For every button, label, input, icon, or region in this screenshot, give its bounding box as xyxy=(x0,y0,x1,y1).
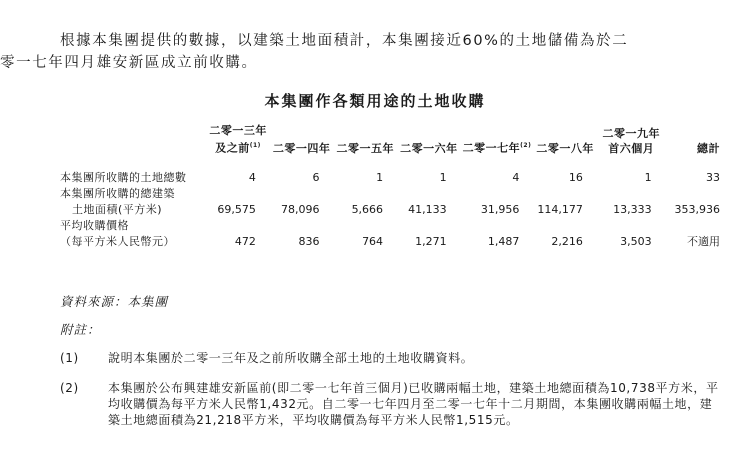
cell: 69,575 xyxy=(217,202,256,216)
row-label-cont: 土地面積(平方米) xyxy=(72,202,163,216)
cell: 1 xyxy=(376,170,384,184)
cell: 13,333 xyxy=(613,202,652,216)
header-2015: 二零一五年 xyxy=(336,141,395,155)
cell: 1,271 xyxy=(415,234,447,248)
header-blank xyxy=(60,123,206,170)
cell: 5,666 xyxy=(351,202,384,216)
cell: 472 xyxy=(234,234,256,248)
table-row-label-line xyxy=(60,186,720,202)
header-2013-and-before: 二零一三年 及之前$^{(1)}$ xyxy=(209,124,267,155)
intro-line-1: 根據本集團提供的數據，以建築土地面積計，本集團接近60%的土地儲備為於二 xyxy=(60,33,629,49)
land-acquisition-table xyxy=(60,123,720,250)
table-row xyxy=(60,234,720,250)
row-label: 本集團所收購的土地總數 xyxy=(60,170,187,184)
cell: 1 xyxy=(439,170,447,184)
cell: 31,956 xyxy=(480,202,520,216)
cell-total: 不適用 xyxy=(687,234,720,248)
cell: 6 xyxy=(312,170,320,184)
note-number: (2) xyxy=(60,381,79,395)
cell: 114,177 xyxy=(537,202,583,216)
header-total: 總計 xyxy=(697,141,720,155)
cell: 2,216 xyxy=(551,234,583,248)
note-2 xyxy=(60,380,720,428)
cell: 41,133 xyxy=(408,202,447,216)
note-text: 本集團於公布興建雄安新區前(即二零一七年首三個月)已收購兩幅土地，建築土地總面積為10,738平方米，平均收購價為每平方米人民幣1,432元。自二零一七年四月至二零一七年十二月期間，本集團收購兩幅土地，建築土地總面積為21,218平方米，平均收購價為每平方米人民幣1,515元。 xyxy=(108,381,719,427)
cell: 3,503 xyxy=(620,234,652,248)
row-label: 本集團所收購的總建築 xyxy=(60,186,175,200)
note-number: (1) xyxy=(60,351,79,365)
cell: 4 xyxy=(248,170,256,184)
header-2017: 二零一七年$^{(2)}$ xyxy=(462,141,532,155)
notes-heading: 附註： xyxy=(60,322,101,337)
table-header-row xyxy=(60,123,720,170)
cell: 764 xyxy=(362,234,384,248)
table-row xyxy=(60,202,720,218)
cell-total: 33 xyxy=(706,170,720,184)
header-2018: 二零一八年 xyxy=(536,141,594,155)
cell: 16 xyxy=(568,170,583,184)
cell: 836 xyxy=(298,234,320,248)
intro-line-2: 零一七年四月雄安新區成立前收購。 xyxy=(0,55,258,71)
cell: 4 xyxy=(512,170,520,184)
table-row-label-line xyxy=(60,218,720,234)
table-title: 本集團作各類用途的土地收購 xyxy=(264,92,486,110)
source-line: 資料來源：本集團 xyxy=(60,294,169,309)
note-1 xyxy=(60,350,720,366)
table-row xyxy=(60,170,720,186)
row-label-cont: （每平方米人民幣元） xyxy=(60,234,175,248)
header-2014: 二零一四年 xyxy=(272,141,331,155)
header-2016: 二零一六年 xyxy=(400,141,458,155)
intro-paragraph xyxy=(0,30,720,74)
header-2019-h1: 二零一九年 首六個月 xyxy=(602,126,660,155)
cell: 78,096 xyxy=(280,202,320,216)
row-label: 平均收購價格 xyxy=(60,218,129,232)
note-text: 說明本集團於二零一三年及之前所收購全部土地的土地收購資料。 xyxy=(108,351,474,365)
cell: 1 xyxy=(644,170,652,184)
cell: 1,487 xyxy=(487,234,520,248)
cell-total: 353,936 xyxy=(674,202,720,216)
